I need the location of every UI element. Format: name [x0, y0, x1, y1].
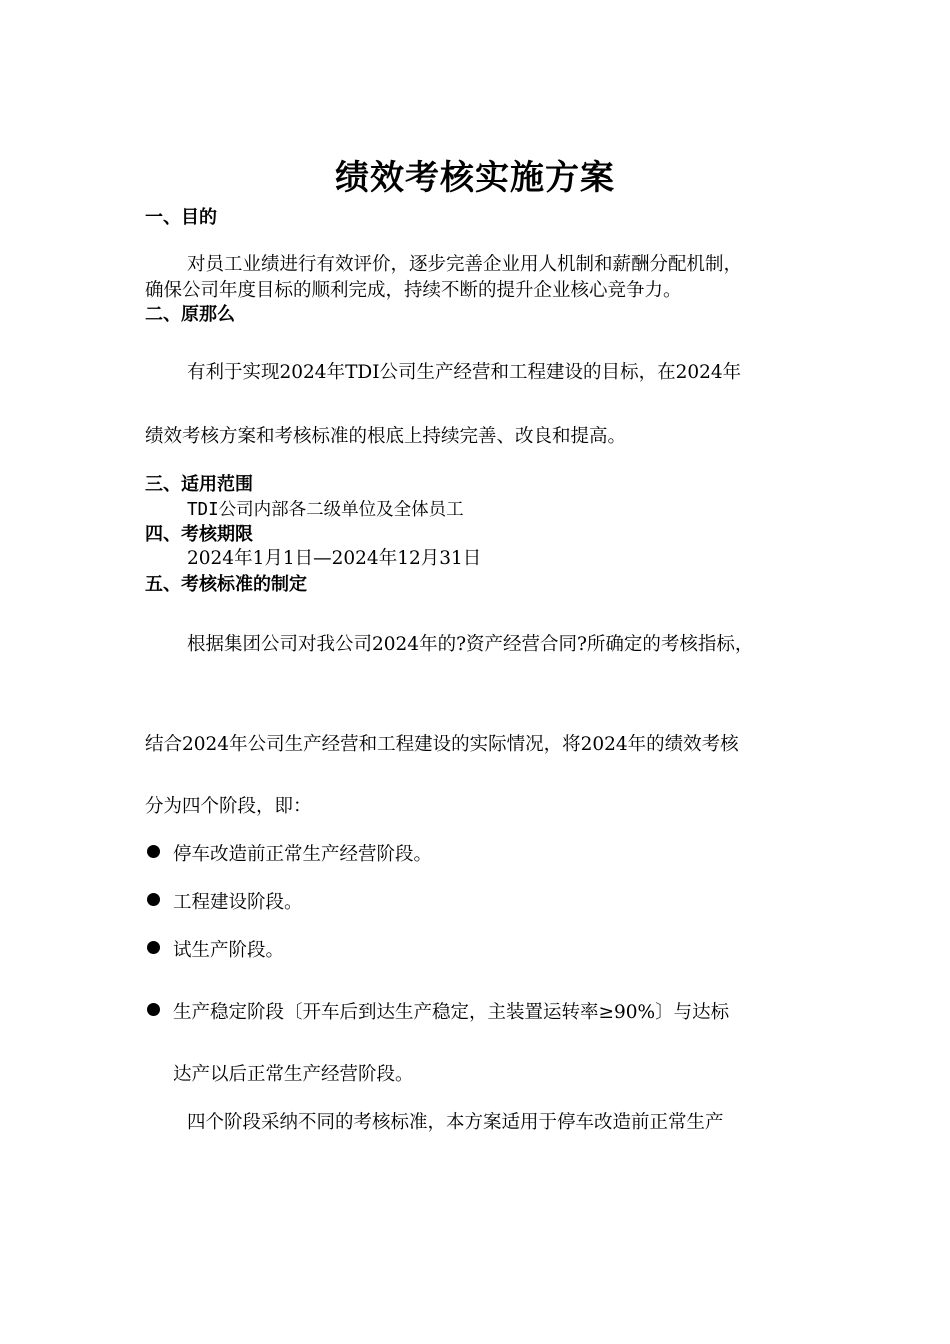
list-item-text: 停车改造前正常生产经营阶段。	[173, 844, 433, 865]
standard-text-line-3: 分为四个阶段，即：	[145, 796, 312, 817]
section-heading-scope: 三、适用范围	[145, 474, 253, 495]
list-item-text: 试生产阶段。	[173, 940, 285, 961]
standard-text-line-1: 根据集团公司对我公司2024年的?资产经营合同?所确定的考核指标，	[187, 634, 754, 655]
bullet-icon	[147, 893, 160, 906]
bullet-icon	[147, 1003, 160, 1016]
purpose-text-line-2: 确保公司年度目标的顺利完成，持续不断的提升企业核心竞争力。	[145, 280, 682, 301]
document-title: 绩效考核实施方案	[335, 158, 615, 198]
section-heading-standard: 五、考核标准的制定	[145, 574, 307, 595]
bullet-icon	[147, 941, 160, 954]
principle-text-line-1: 有利于实现2024年TDI公司生产经营和工程建设的目标，在2024年	[187, 362, 742, 383]
scope-text: TDI公司内部各二级单位及全体员工	[187, 500, 464, 520]
list-item-text: 生产稳定阶段〔开车后到达生产稳定，主装置运转率≥90%〕与达标	[173, 1002, 730, 1023]
section-heading-period: 四、考核期限	[145, 524, 253, 545]
list-item-text-continuation: 达产以后正常生产经营阶段。	[173, 1064, 414, 1085]
section-heading-principle: 二、原那么	[145, 304, 235, 325]
period-text: 2024年1月1日—2024年12月31日	[187, 548, 482, 569]
principle-text-line-2: 绩效考核方案和考核标准的根底上持续完善、改良和提高。	[145, 426, 627, 447]
list-item-text: 工程建设阶段。	[173, 892, 303, 913]
standard-text-line-2: 结合2024年公司生产经营和工程建设的实际情况，将2024年的绩效考核	[145, 734, 739, 755]
purpose-text-line-1: 对员工业绩进行有效评价，逐步完善企业用人机制和薪酬分配机制，	[187, 254, 743, 275]
bullet-icon	[147, 845, 160, 858]
section-heading-purpose: 一、目的	[145, 207, 217, 228]
closing-text: 四个阶段采纳不同的考核标准，本方案适用于停车改造前正常生产	[187, 1112, 724, 1133]
